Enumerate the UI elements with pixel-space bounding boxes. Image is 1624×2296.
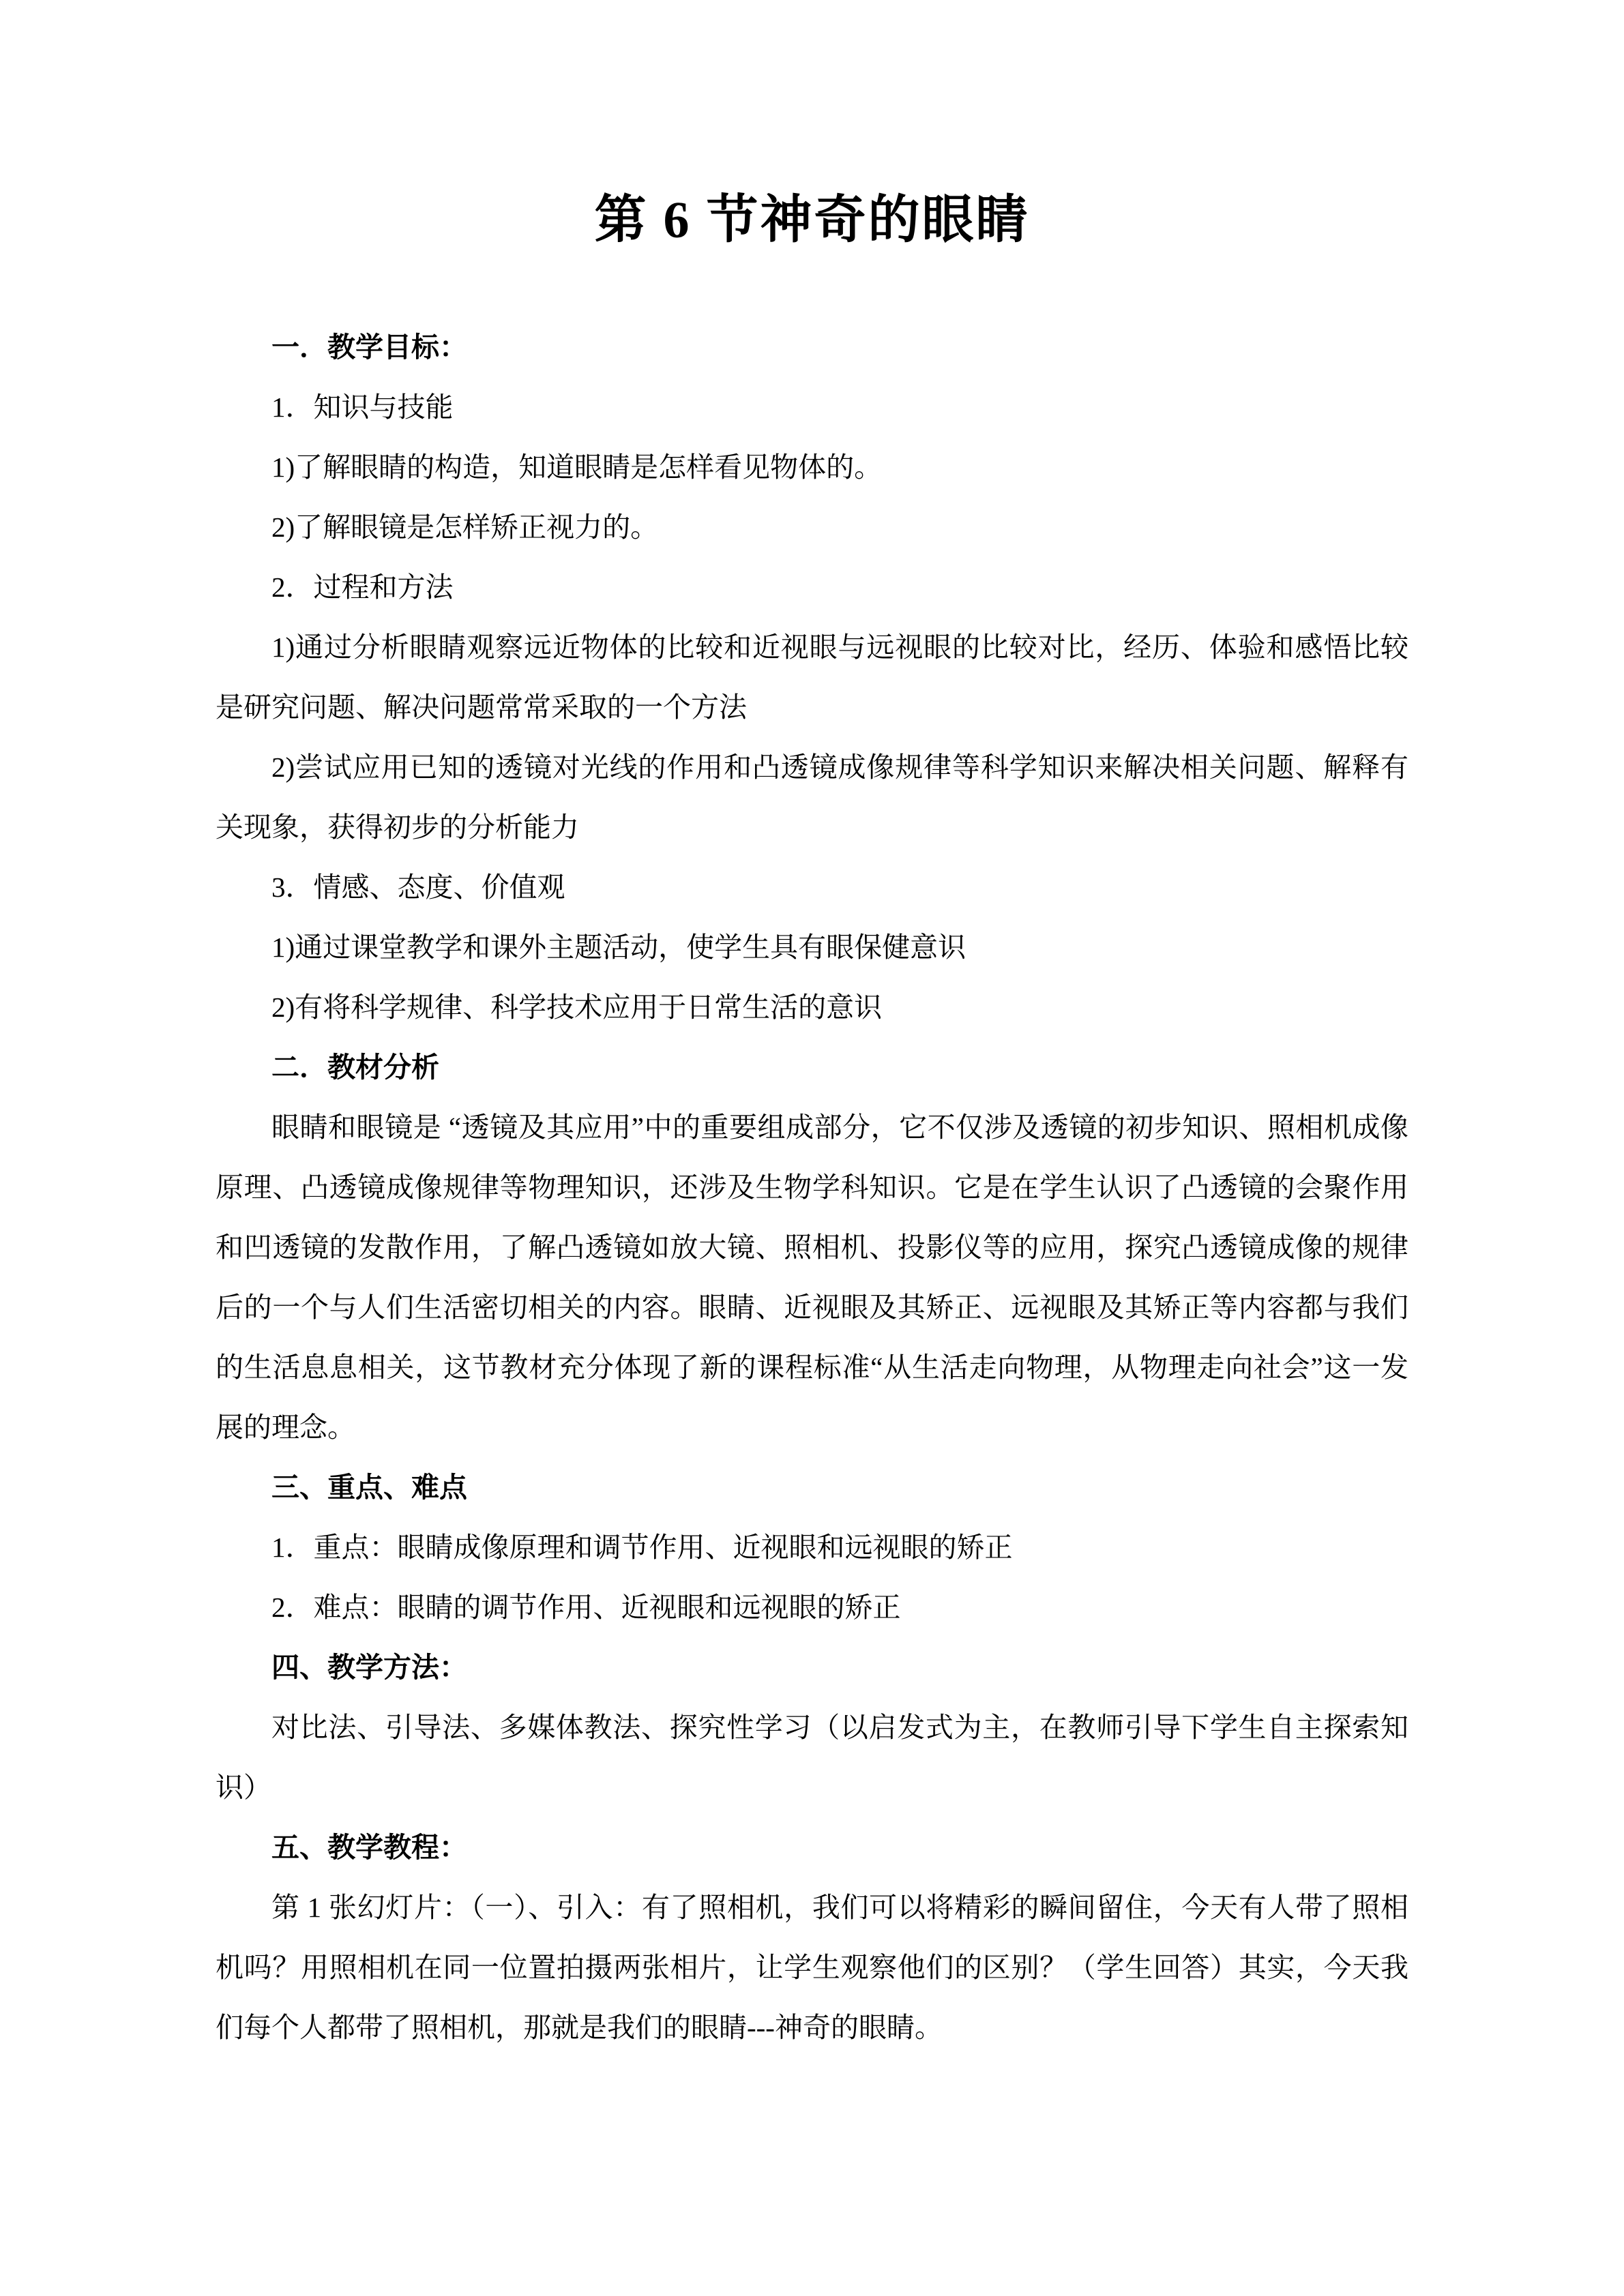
paragraph-goal-2-1: 1)通过分析眼睛观察远近物体的比较和近视眼与远视眼的比较对比，经历、体验和感悟比较是研究问题、解决问题常常采取的一个方法 [216,631,1408,724]
section-heading-key-points: 三、重点、难点 [271,1472,467,1504]
paragraph-knowledge-skills: 1．知识与技能 [271,391,454,423]
paragraph-emotion-attitude: 3．情感、态度、价值观 [271,871,565,904]
paragraph-goal-1-2: 2)了解眼镜是怎样矫正视力的。 [271,511,659,543]
paragraph-teaching-methods-body: 对比法、引导法、多媒体教法、探究性学习（以启发式为主，在教师引导下学生自主探索知识） [216,1712,1408,1804]
paragraph-slide-1-intro: 第 1 张幻灯片：（一）、引入：有了照相机，我们可以将精彩的瞬间留住，今天有人带了照相机吗？用照相机在同一位置拍摄两张相片，让学生观察他们的区别？（学生回答）其实，今天我们每个人都带了照相机，那就是我们的眼睛---神奇的眼睛。 [216,1892,1408,2044]
paragraph-process-method: 2．过程和方法 [271,571,454,603]
paragraph-material-analysis-body: 眼睛和眼镜是 “透镜及其应用”中的重要组成部分，它不仅涉及透镜的初步知识、照相机成像原理、凸透镜成像规律等物理知识，还涉及生物学科知识。它是在学生认识了凸透镜的会聚作用和凹透镜的发散作用，了解凸透镜如放大镜、照相机、投影仪等的应用，探究凸透镜成像的规律后的一个与人们生活密切相关的内容。眼睛、近视眼及其矫正、远视眼及其矫正等内容都与我们的生活息息相关，这节教材充分体现了新的课程标准“从生活走向物理，从物理走向社会”这一发展的理念。 [216,1112,1408,1444]
section-heading-material-analysis: 二．教材分析 [271,1052,439,1084]
paragraph-key-point: 1．重点：眼睛成像原理和调节作用、近视眼和远视眼的矫正 [271,1532,1013,1564]
paragraph-goal-3-2: 2)有将科学规律、科学技术应用于日常生活的意识 [271,992,883,1024]
document-title: 第 6 节神奇的眼睛 [594,192,1030,249]
paragraph-goal-1-1: 1)了解眼睛的构造，知道眼睛是怎样看见物体的。 [271,451,883,483]
paragraph-difficult-point: 2．难点：眼睛的调节作用、近视眼和远视眼的矫正 [271,1592,901,1624]
paragraph-goal-3-1: 1)通过课堂教学和课外主题活动，使学生具有眼保健意识 [271,931,966,964]
paragraph-goal-2-2: 2)尝试应用已知的透镜对光线的作用和凸透镜成像规律等科学知识来解决相关问题、解释有关现象，获得初步的分析能力 [216,751,1408,844]
section-heading-teaching-goals: 一．教学目标： [271,331,467,363]
section-heading-teaching-process: 五、教学教程： [271,1832,467,1864]
section-heading-teaching-methods: 四、教学方法： [271,1652,467,1684]
